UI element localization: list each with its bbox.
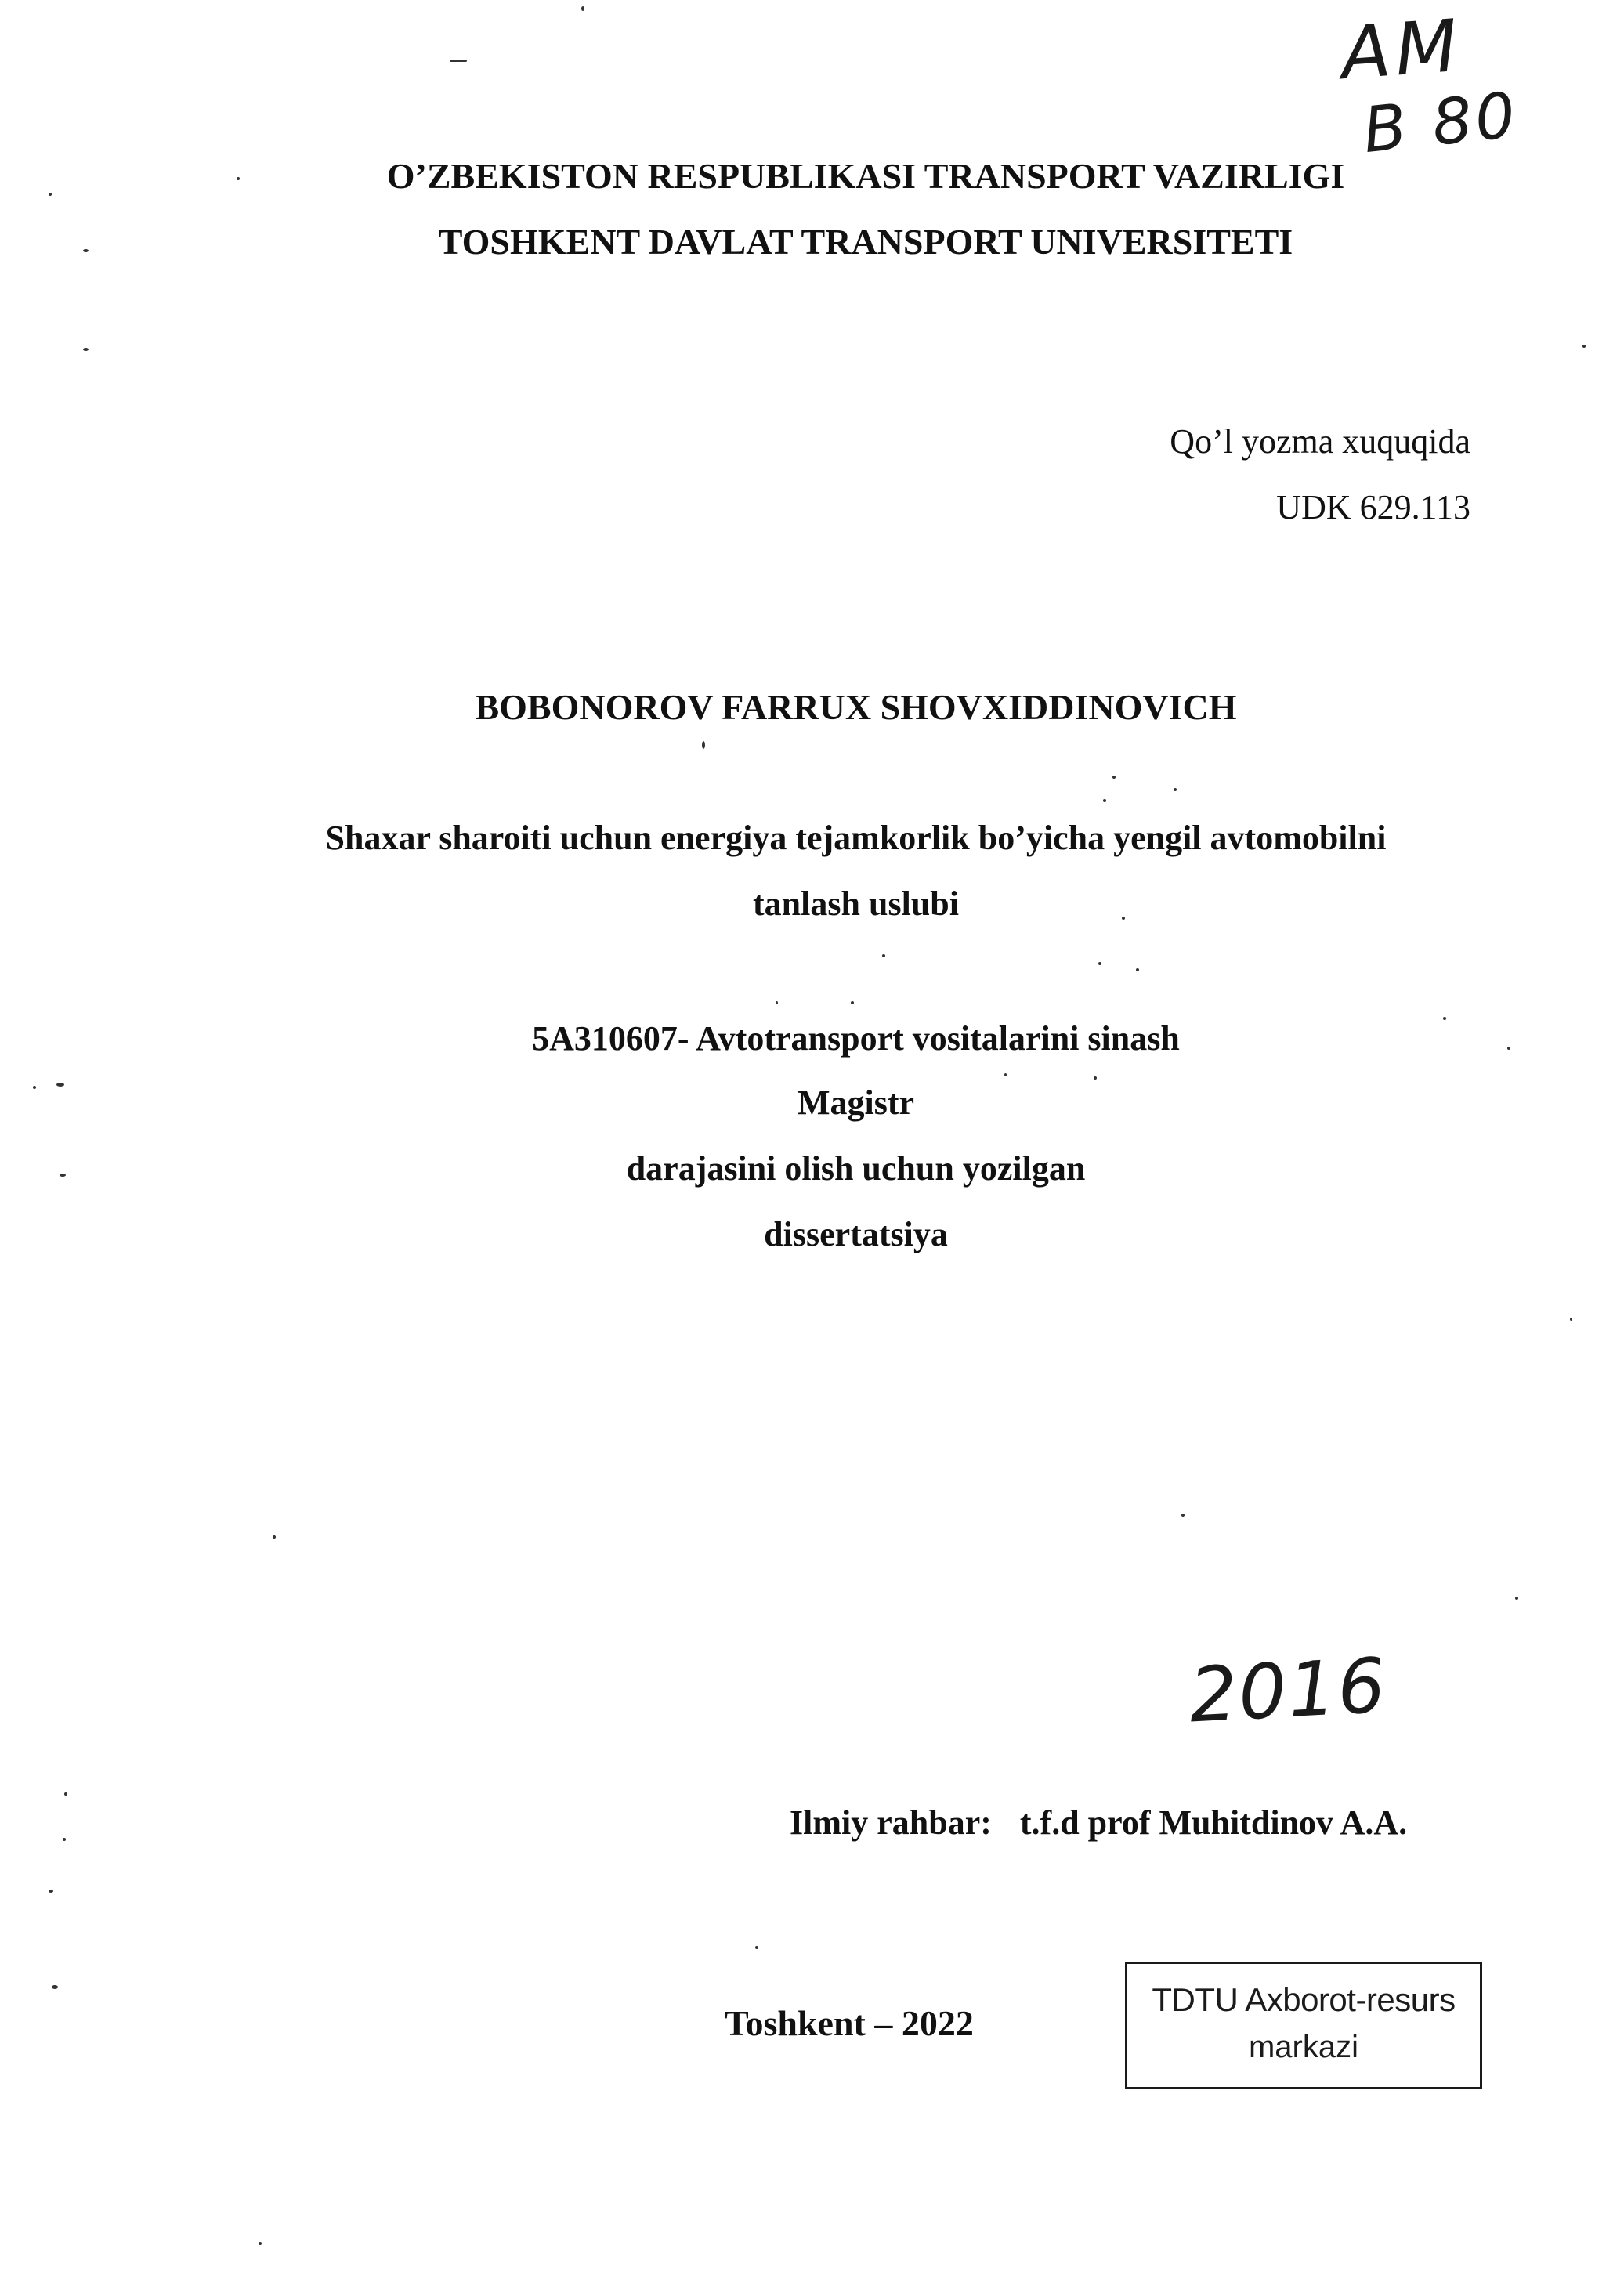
scan-speck <box>1004 1073 1007 1076</box>
scan-speck <box>1515 1597 1518 1600</box>
scan-speck <box>755 1946 758 1949</box>
scan-speck <box>1098 962 1101 965</box>
scan-speck <box>63 1838 66 1841</box>
degree: Magistr <box>797 1083 915 1122</box>
document-type: dissertatsiya <box>764 1215 948 1253</box>
rights-note: Qo’l yozma xuquqida <box>1170 422 1470 461</box>
degree-purpose: darajasini olish uchun yozilgan <box>626 1149 1086 1188</box>
scan-speck <box>273 1535 276 1539</box>
scan-speck <box>882 954 885 957</box>
scan-speck <box>1582 345 1586 348</box>
scan-speck <box>776 1001 778 1004</box>
city-year: Toshkent – 2022 <box>725 2003 974 2043</box>
scan-speck <box>1112 776 1116 779</box>
scan-speck <box>60 1174 66 1177</box>
scan-speck <box>49 1890 53 1893</box>
scan-speck <box>1570 1318 1572 1321</box>
scan-speck <box>259 2242 262 2245</box>
handwritten-code-line-1: AM <box>1338 3 1465 96</box>
handwritten-year: 2016 <box>1187 1641 1390 1740</box>
scan-speck <box>1136 968 1139 971</box>
scan-speck <box>1443 1017 1446 1020</box>
scan-speck <box>1103 799 1106 802</box>
scan-speck <box>1507 1047 1510 1050</box>
scan-speck <box>237 177 240 180</box>
supervisor <box>790 1803 1408 1842</box>
scan-speck <box>64 1792 67 1796</box>
supervisor-name: t.f.d prof Muhitdinov A.A. <box>1019 1803 1408 1842</box>
scan-speck <box>83 249 89 252</box>
handwritten-code-line-2: B 80 <box>1359 78 1522 168</box>
udk-code: UDK 629.113 <box>1276 488 1470 526</box>
supervisor-label: Ilmiy rahbar: <box>790 1803 992 1842</box>
university-heading: TOSHKENT DAVLAT TRANSPORT UNIVERSITETI <box>438 222 1293 262</box>
scan-speck <box>581 6 584 11</box>
scan-speck <box>52 1985 58 1989</box>
scan-speck <box>1181 1514 1185 1517</box>
author-name: BOBONOROV FARRUX SHOVXIDDINOVICH <box>475 687 1237 727</box>
thesis-title-line-1: Shaxar sharoiti uchun energiya tejamkorlik bo’yicha yengil avtomobilni <box>325 819 1387 857</box>
thesis-title-line-2: tanlash uslubi <box>753 884 959 923</box>
scan-speck <box>1174 788 1177 791</box>
library-stamp <box>1125 1962 1482 2089</box>
scan-speck <box>33 1086 36 1089</box>
scan-speck <box>1094 1076 1097 1080</box>
specialty: 5A310607- Avtotransport vositalarini sinash <box>532 1019 1180 1058</box>
scan-speck <box>702 741 705 749</box>
scan-speck <box>851 1001 854 1004</box>
scan-speck <box>56 1083 64 1087</box>
ministry-heading: O’ZBEKISTON RESPUBLIKASI TRANSPORT VAZIRLIGI <box>386 156 1345 196</box>
scan-speck <box>83 348 89 351</box>
scan-speck <box>450 60 467 62</box>
scan-speck <box>49 193 52 196</box>
scan-speck <box>1122 917 1125 920</box>
stamp-line-1: TDTU Axborot-resurs <box>1152 1981 1456 2018</box>
stamp-line-2: markazi <box>1248 2030 1359 2064</box>
